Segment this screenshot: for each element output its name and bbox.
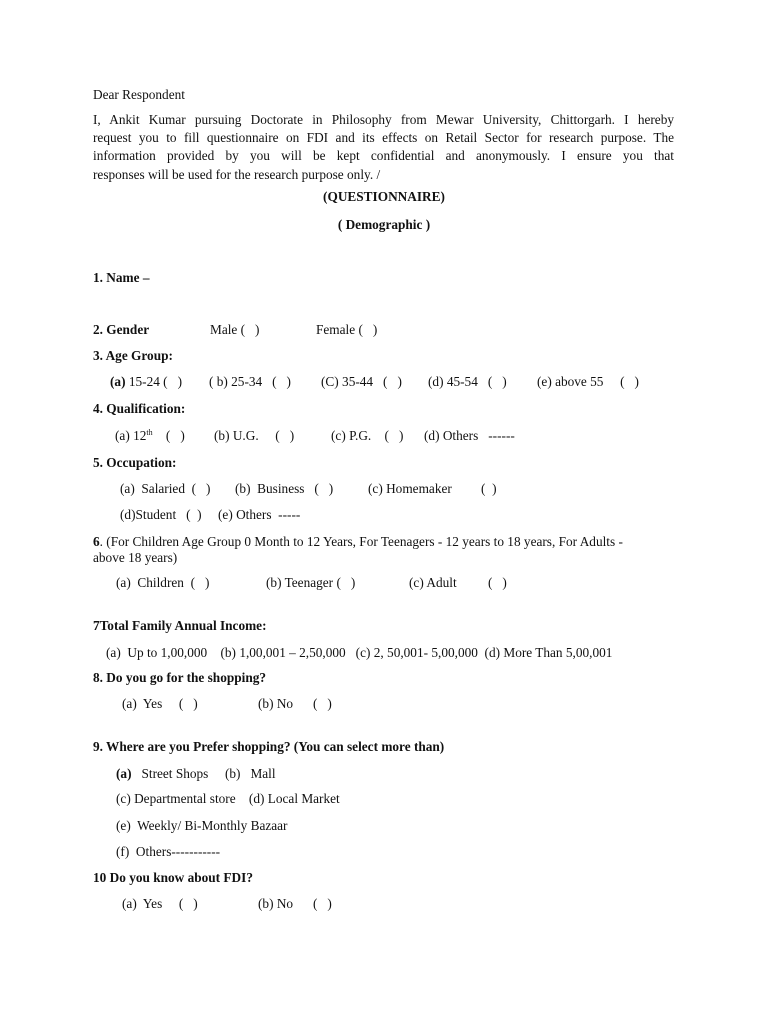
q10-option-no[interactable]: (b) No ( ) — [258, 896, 332, 911]
q4-option-c[interactable]: (c) P.G. ( ) — [331, 428, 404, 443]
section-subheading: ( Demographic ) — [337, 217, 431, 232]
intro-line: responses will be used for the research purpose only. / — [93, 166, 381, 182]
q5-option-b[interactable]: (b) Business ( ) — [235, 481, 334, 496]
q7-options[interactable]: (a) Up to 1,00,000 (b) 1,00,001 – 2,50,000 (c) 2, 50,001- 5,00,000 (d) More Than 5,00,001 — [106, 645, 613, 660]
q3-option-c[interactable]: (C) 35-44 ( ) — [321, 374, 402, 389]
q1-name-label: 1. Name – — [93, 270, 150, 285]
q3-option-b[interactable]: ( b) 25-34 ( ) — [209, 374, 291, 389]
q4-option-d[interactable]: (d) Others ------ — [424, 428, 515, 443]
intro-line: information provided by you will be kept confidential and anonymously. I ensure you that — [93, 148, 674, 164]
q5-occupation-label: 5. Occupation: — [93, 455, 177, 470]
q2-option-female[interactable]: Female ( ) — [316, 322, 378, 337]
q2-option-male[interactable]: Male ( ) — [210, 322, 260, 337]
q3-option-e[interactable]: (e) above 55 ( ) — [537, 374, 639, 389]
intro-line: I, Ankit Kumar pursuing Doctorate in Philosophy from Mewar University, Chittorgarh. I hereby — [93, 112, 674, 127]
q4-option-b[interactable]: (b) U.G. ( ) — [214, 428, 295, 443]
q5-option-e[interactable]: (e) Others ----- — [218, 507, 301, 522]
q6-option-c[interactable]: (c) Adult — [409, 575, 457, 590]
q10-option-yes[interactable]: (a) Yes ( ) — [122, 896, 198, 911]
q6-label — [93, 534, 623, 550]
q6-option-c-checkbox[interactable]: ( ) — [488, 575, 507, 590]
intro-paragraph — [93, 111, 674, 184]
q9-option-cd[interactable]: (c) Departmental store (d) Local Market — [116, 791, 340, 806]
option-prefix: (a) — [116, 766, 132, 781]
q3-age-label: 3. Age Group: — [93, 348, 173, 363]
greeting: Dear Respondent — [93, 87, 185, 102]
questionnaire-heading: (QUESTIONNAIRE) — [323, 189, 445, 204]
q4-option-a[interactable] — [115, 428, 185, 444]
q5-option-d[interactable]: (d)Student ( ) — [120, 507, 202, 522]
q6-option-b[interactable]: (b) Teenager ( ) — [266, 575, 356, 590]
q5-option-c-checkbox[interactable]: ( ) — [481, 481, 497, 496]
q4-qualification-label: 4. Qualification: — [93, 401, 186, 416]
q3-option-d[interactable]: (d) 45-54 ( ) — [428, 374, 507, 389]
q9-option-f[interactable]: (f) Others----------- — [116, 844, 221, 859]
q9-option-ab[interactable] — [116, 766, 276, 782]
superscript: th — [146, 428, 153, 437]
q9-option-e[interactable]: (e) Weekly/ Bi-Monthly Bazaar — [116, 818, 288, 833]
q6-label-continued: above 18 years) — [93, 550, 178, 565]
q8-option-no[interactable]: (b) No ( ) — [258, 696, 332, 711]
q6-option-a[interactable]: (a) Children ( ) — [116, 575, 210, 590]
option-text: (a) 12 — [115, 428, 147, 443]
intro-line: request you to fill questionnaire on FDI and its effects on Retail Sector for research purpose. The — [93, 130, 674, 146]
q3-option-a[interactable] — [110, 374, 182, 390]
option-text: 15-24 ( ) — [125, 374, 183, 389]
q2-gender-label: 2. Gender — [93, 322, 150, 337]
q9-preference-label: 9. Where are you Prefer shopping? (You can select more than) — [93, 739, 445, 754]
option-text: Street Shops (b) Mall — [131, 766, 276, 781]
option-checkbox: ( ) — [152, 428, 185, 443]
option-prefix: (a) — [110, 374, 126, 389]
q8-shopping-label: 8. Do you go for the shopping? — [93, 670, 267, 685]
q5-option-a[interactable]: (a) Salaried ( ) — [120, 481, 211, 496]
q8-option-yes[interactable]: (a) Yes ( ) — [122, 696, 198, 711]
q5-option-c[interactable]: (c) Homemaker — [368, 481, 452, 496]
q7-income-label: 7Total Family Annual Income: — [93, 618, 267, 633]
question-text: . (For Children Age Group 0 Month to 12 Years, For Teenagers - 12 years to 18 years, For Adults - — [99, 534, 623, 549]
question-number: 6 — [93, 534, 100, 549]
q10-fdi-label: 10 Do you know about FDI? — [93, 870, 253, 885]
